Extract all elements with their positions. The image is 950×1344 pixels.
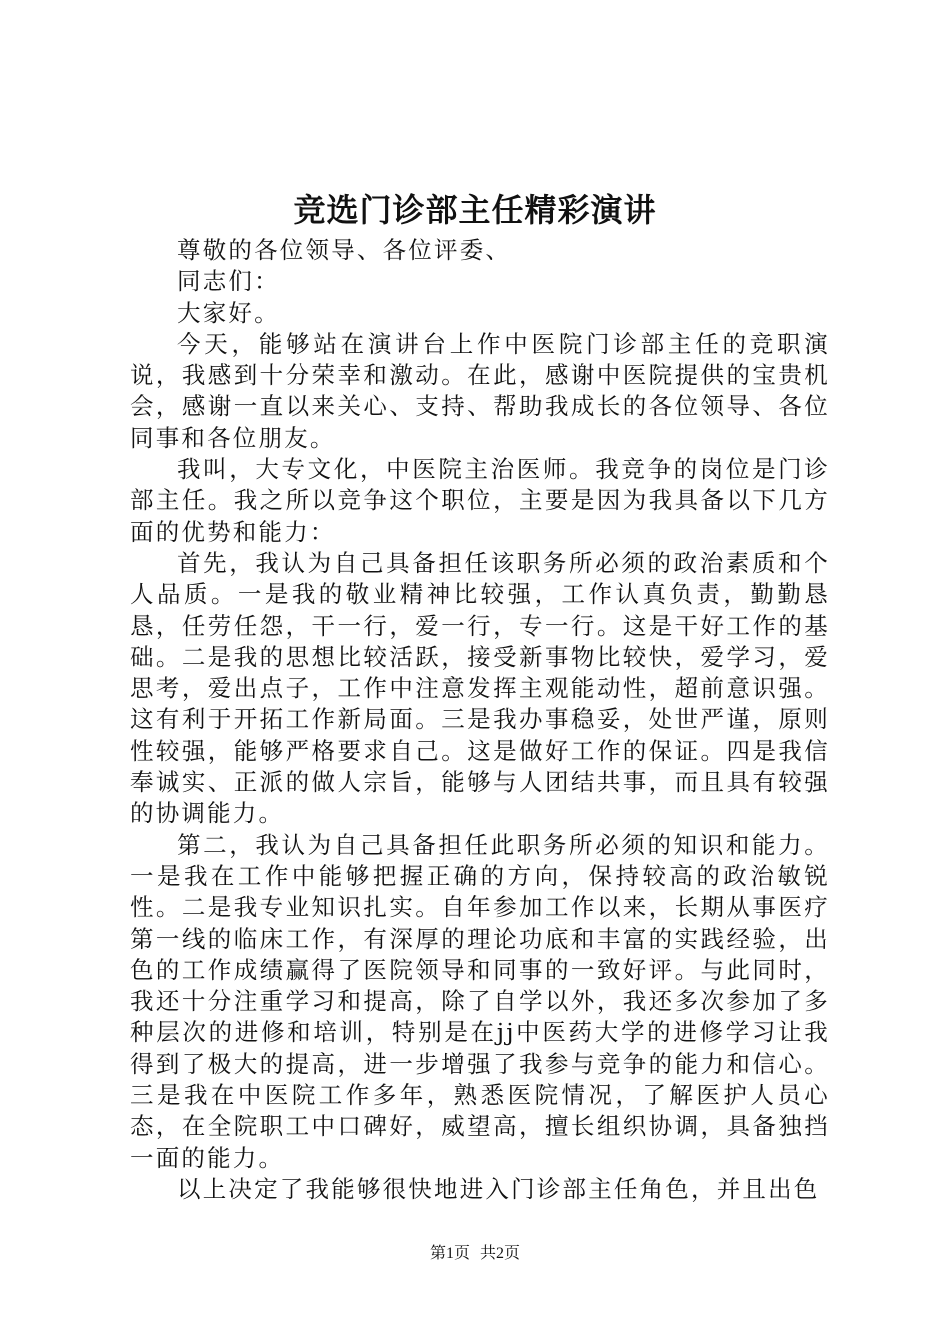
paragraph-greeting: 大家好。 (177, 298, 280, 327)
page-total: 共2页 (480, 1245, 521, 1262)
paragraph-qualities: 首先，我认为自己具备担任该职务所必须的政治素质和个人品质。一是我的敬业精神比较强，工作认真负责，勤勤恳恳，任劳任怨，干一行，爱一行，专一行。这是干好工作的基础。二是我的思想比较活跃，接受新事物比较快，爱学习，爱思考，爱出点子，工作中注意发挥主观能动性，超前意识强。这有利于开拓工作新局面。三是我办事稳妥，处世严谨，原则性较强，能够严格要求自己。这是做好工作的保证。四是我信奉诚实、正派的做人宗旨，能够与人团结共事，而且具有较强的协调能力。 (130, 548, 830, 828)
page-footer (0, 1242, 950, 1266)
document-body (130, 235, 830, 1205)
page-number: 第1页 (429, 1245, 470, 1262)
paragraph-self-intro: 我叫，大专文化，中医院主治医师。我竞争的岗位是门诊部主任。我之所以竞争这个职位，主要是因为我具备以下几方面的优势和能力： (130, 455, 830, 546)
paragraph-intro: 今天，能够站在演讲台上作中医院门诊部主任的竞职演说，我感到十分荣幸和激动。在此，感谢中医院提供的宝贵机会，感谢一直以来关心、支持、帮助我成长的各位领导、各位同事和各位朋友。 (130, 329, 830, 452)
paragraph-abilities: 第二，我认为自己具备担任此职务所必须的知识和能力。一是我在工作中能够把握正确的方向，保持较高的政治敏锐性。二是我专业知识扎实。自年参加工作以来，长期从事医疗第一线的临床工作，有深厚的理论功底和丰富的实践经验，出色的工作成绩赢得了医院领导和同事的一致好评。与此同时，我还十分注重学习和提高，除了自学以外，我还多次参加了多种层次的进修和培训，特别是在jj中医药大学的进修学习让我得到了极大的提高，进一步增强了我参与竞争的能力和信心。三是我在中医院工作多年，熟悉医院情况，了解医护人员心态，在全院职工中口碑好，威望高，擅长组织协调，具备独挡一面的能力。 (130, 830, 830, 1172)
paragraph-salutation: 尊敬的各位领导、各位评委、 (177, 236, 512, 264)
document-title: 竞选门诊部主任精彩演讲 (293, 191, 657, 229)
paragraph-salutation-2: 同志们： (177, 267, 280, 296)
paragraph-conclusion: 以上决定了我能够很快地进入门诊部主任角色，并且出色 (177, 1174, 820, 1203)
